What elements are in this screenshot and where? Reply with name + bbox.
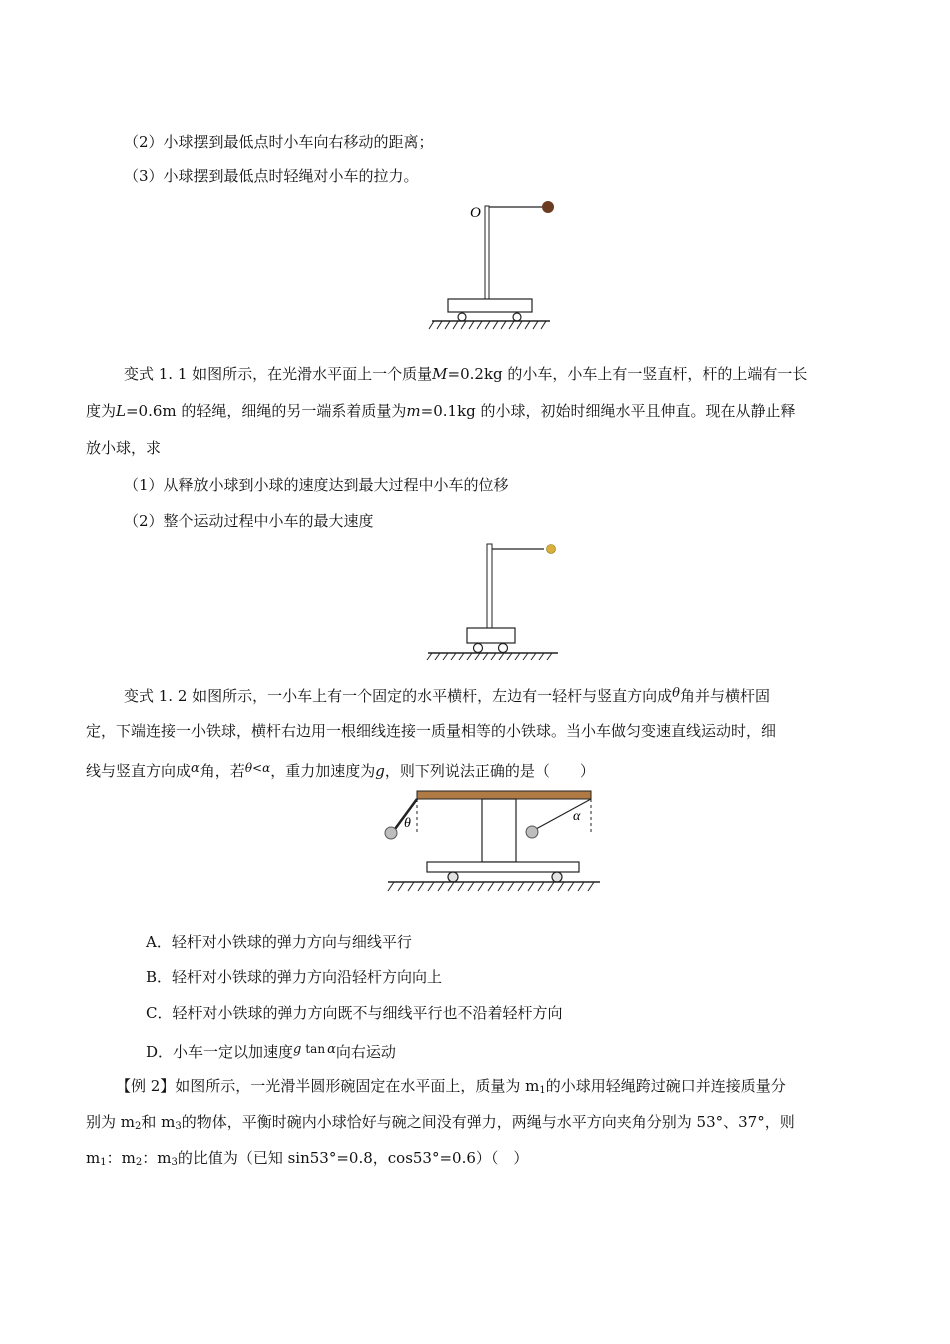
ball — [547, 545, 556, 554]
example2-line2 — [86, 1111, 795, 1138]
cart-wheel-right — [499, 644, 508, 653]
option-b[interactable]: B．轻杆对小铁球的弹力方向沿轻杆方向向上 — [146, 968, 443, 986]
text: ，重力加速度为 — [270, 762, 376, 780]
text: 【例 2】如图所示，一光滑半圆形碗固定在水平面上，质量为 m — [116, 1077, 540, 1095]
text: 角并与横杆固 — [680, 687, 771, 705]
text: m — [86, 1149, 101, 1167]
var12-paragraph-line2: 定，下端连接一小铁球，横杆右边用一根细线连接一质量相等的小铁球。当小车做匀变速直线运动时，细 — [86, 722, 777, 740]
var11-paragraph-line2 — [86, 400, 796, 422]
cart-wheel-left — [448, 872, 458, 882]
cart-body — [467, 628, 515, 643]
text: ：m — [106, 1149, 136, 1167]
cart-wheel-right — [513, 313, 521, 321]
option-a[interactable]: A．轻杆对小铁球的弹力方向与细线平行 — [146, 933, 412, 951]
var11-paragraph-line3: 放小球，求 — [86, 439, 162, 457]
text: ：m — [142, 1149, 172, 1167]
ground-hatching — [427, 653, 552, 660]
symbol-theta: θ — [672, 686, 680, 701]
symbol-g: g — [375, 762, 385, 780]
pivot-label-o: O — [470, 205, 481, 221]
iron-ball-right — [526, 826, 538, 838]
symbol-alpha: α — [262, 761, 271, 775]
cart-body — [427, 862, 579, 872]
ground-hatching — [388, 882, 594, 891]
text: 的物体，平衡时碗内小球恰好与碗之间没有弹力，两绳与水平方向夹角分别为 53°、37°，则 — [181, 1113, 795, 1131]
text: ，则下列说法正确的是（ ） — [384, 762, 595, 780]
text: 向右运动 — [335, 1043, 396, 1061]
ground-hatching — [429, 321, 546, 329]
text: 和 m — [141, 1113, 176, 1131]
iron-ball-left — [385, 827, 397, 839]
cart-wheel-right — [552, 872, 562, 882]
text: 别为 m — [86, 1113, 135, 1131]
var11-item-2: （2）整个运动过程中小车的最大速度 — [124, 512, 374, 530]
subscript: 1 — [100, 1157, 107, 1168]
less-than-sign: < — [252, 761, 263, 775]
cart-body — [448, 299, 532, 312]
text: 的小球用轻绳跨过碗口并连接质量分 — [545, 1077, 786, 1095]
symbol-alpha: α — [191, 761, 200, 776]
text: 变式 1. 2 如图所示，一小车上有一个固定的水平横杆，左边有一轻杆与竖直方向成 — [124, 687, 673, 705]
subscript: 3 — [171, 1157, 178, 1168]
subscript: 2 — [135, 1121, 142, 1132]
vertical-pole — [485, 206, 489, 299]
text: 度为 — [86, 402, 117, 420]
symbol-l: L — [116, 402, 126, 420]
text: =0.1kg 的小球，初始时细绳水平且伸直。现在从静止释 — [420, 402, 796, 420]
subscript: 1 — [539, 1085, 546, 1096]
var12-paragraph-line1 — [124, 683, 770, 707]
symbol-m-big: M — [432, 365, 448, 383]
question-item-2: （2）小球摆到最低点时小车向右移动的距离； — [124, 133, 434, 151]
text: 的比值为（已知 sin53°=0.8，cos53°=0.6）（ ） — [177, 1149, 529, 1167]
angle-label-theta: θ — [404, 816, 411, 831]
option-d[interactable] — [146, 1038, 396, 1063]
text: D．小车一定以加速度 — [146, 1043, 294, 1061]
option-c[interactable]: C．轻杆对小铁球的弹力方向既不与细线平行也不沿着轻杆方向 — [146, 1004, 563, 1022]
vertical-pole — [487, 544, 492, 628]
example2-line1 — [116, 1075, 786, 1102]
cart-wheel-left — [474, 644, 483, 653]
figure-cart-pendulum-2 — [420, 540, 565, 662]
example2-line3 — [86, 1147, 528, 1174]
support-column — [482, 799, 516, 862]
symbol-theta: θ — [244, 761, 253, 775]
symbol-g: g — [293, 1042, 302, 1057]
var11-item-1: （1）从释放小球到小球的速度达到最大过程中小车的位移 — [124, 476, 509, 494]
thin-string — [536, 799, 591, 829]
subscript: 3 — [175, 1121, 182, 1132]
text: =0.2kg 的小车，小车上有一竖直杆，杆的上端有一长 — [447, 365, 808, 383]
tan-function: tan — [305, 1042, 326, 1056]
angle-label-alpha: α — [573, 809, 581, 824]
text: 线与竖直方向成 — [86, 762, 192, 780]
subscript: 2 — [135, 1157, 143, 1168]
text: 角，若 — [199, 762, 245, 780]
symbol-m-small: m — [406, 402, 421, 420]
symbol-alpha: α — [327, 1042, 336, 1057]
horizontal-beam — [417, 791, 591, 799]
text: 变式 1. 1 如图所示，在光滑水平面上一个质量 — [124, 365, 433, 383]
text: =0.6m 的轻绳，细绳的另一端系着质量为 — [125, 402, 407, 420]
var12-paragraph-line3 — [86, 757, 595, 782]
ball — [542, 201, 554, 213]
var11-paragraph-line1 — [124, 363, 807, 385]
figure-cart-pendulum-1 — [420, 193, 560, 335]
figure-cart-beam — [380, 785, 605, 897]
question-item-3: （3）小球摆到最低点时轻绳对小车的拉力。 — [124, 167, 419, 185]
cart-wheel-left — [458, 313, 466, 321]
